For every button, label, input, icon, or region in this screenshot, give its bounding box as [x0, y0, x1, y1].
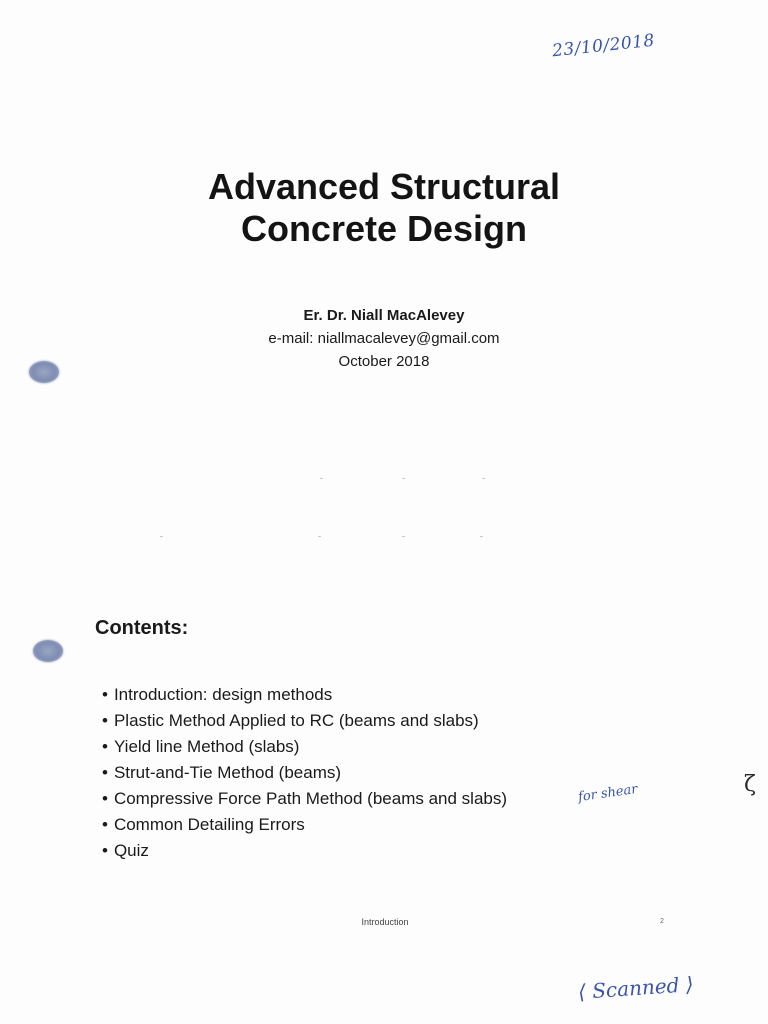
- page-number: 2: [660, 918, 664, 925]
- punch-hole-bottom: [33, 640, 63, 662]
- list-item: [102, 812, 507, 838]
- title-line-1: Advanced Structural: [207, 166, 561, 207]
- list-item-label: Compressive Force Path Method (beams and slabs): [113, 789, 508, 808]
- list-item: [102, 682, 507, 708]
- handwritten-shear-note: for shear: [577, 781, 639, 806]
- list-item: [102, 838, 507, 864]
- bullet-icon: •: [102, 737, 108, 756]
- scan-speck: [482, 478, 485, 479]
- bullet-icon: •: [102, 815, 108, 834]
- author-date: October 2018: [338, 353, 430, 370]
- contents-list: [102, 682, 507, 864]
- author-email: e-mail: niallmacalevey@gmail.com: [268, 330, 500, 347]
- list-item: [102, 760, 507, 786]
- scan-speck: [402, 536, 405, 537]
- handwritten-margin-mark: ζ: [744, 772, 756, 797]
- bullet-icon: •: [102, 711, 108, 730]
- list-item: [102, 734, 507, 760]
- bullet-icon: •: [102, 685, 108, 704]
- page-title: [0, 166, 768, 250]
- scanned-stamp: ⟨ Scanned ⟩: [577, 971, 695, 1005]
- scan-speck: [402, 478, 405, 479]
- list-item-label: Plastic Method Applied to RC (beams and slabs): [113, 711, 479, 730]
- author-block: [0, 304, 768, 373]
- title-line-2: Concrete Design: [240, 208, 528, 249]
- list-item-label: Introduction: design methods: [113, 685, 333, 704]
- list-item: [102, 786, 507, 812]
- list-item-label: Yield line Method (slabs): [113, 737, 300, 756]
- list-item-label: Quiz: [113, 841, 149, 860]
- punch-hole-top: [29, 361, 59, 383]
- list-item-label: Common Detailing Errors: [113, 815, 305, 834]
- footer-label: Introduction: [361, 917, 409, 927]
- scan-speck: [318, 536, 321, 537]
- bullet-icon: •: [102, 789, 108, 808]
- author-name: Er. Dr. Niall MacAlevey: [303, 307, 465, 324]
- handwritten-date: 23/10/2018: [551, 30, 656, 62]
- list-item: [102, 708, 507, 734]
- contents-heading: Contents:: [95, 617, 189, 639]
- scan-speck: [480, 536, 483, 537]
- scan-speck: [320, 478, 323, 479]
- scan-speck: [160, 536, 163, 537]
- bullet-icon: •: [102, 841, 108, 860]
- bullet-icon: •: [102, 763, 108, 782]
- list-item-label: Strut-and-Tie Method (beams): [113, 763, 342, 782]
